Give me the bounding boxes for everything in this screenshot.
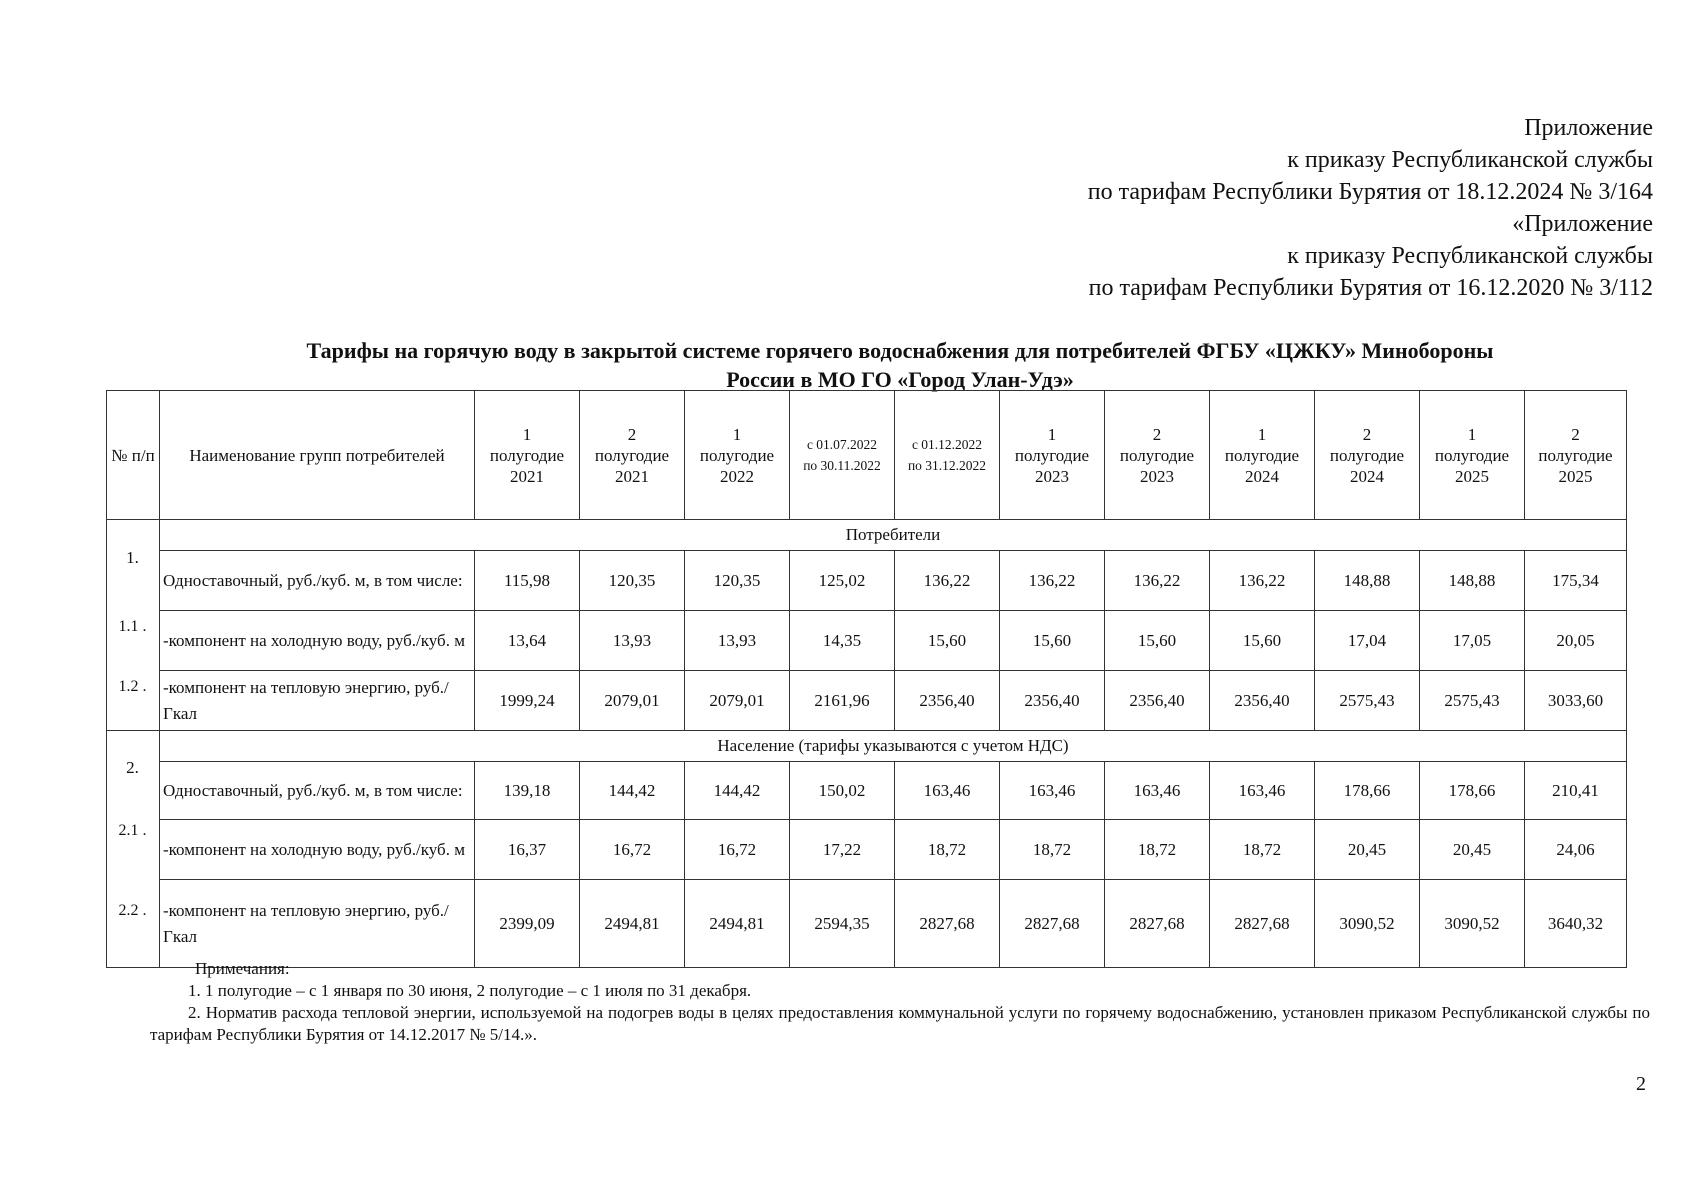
row-value: 144,42 — [685, 762, 790, 820]
row-value: 14,35 — [790, 611, 895, 671]
table-row — [107, 762, 1627, 820]
table-row — [107, 820, 1627, 880]
title-line-1: Тарифы на горячую воду в закрытой системе горячего водоснабжения для потребителей ФГБУ «ЦЖКУ» Минобороны — [306, 338, 1494, 363]
header-line-5: к приказу Республиканской службы — [1287, 243, 1653, 269]
table-row — [107, 551, 1627, 611]
section-row — [107, 520, 1627, 551]
header-period: 1 полугодие 2022 — [685, 391, 790, 520]
page-number: 2 — [1636, 1073, 1646, 1095]
row-value: 2356,40 — [895, 671, 1000, 731]
row-name: -компонент на тепловую энергию, руб./Гкал — [160, 671, 475, 731]
row-value: 20,45 — [1420, 820, 1525, 880]
header-number: № п/п — [107, 391, 160, 520]
note-item: 2. Норматив расхода тепловой энергии, используемой на подогрев воды в целях предоставления коммунальной услуги по горячему водоснабжению, установлен приказом Республиканской службы по тарифам Республики Бурятия от 14.12.2017 № 5/14.». — [150, 1003, 1650, 1044]
table-row — [107, 880, 1627, 968]
header-period: 1 полугодие 2023 — [1000, 391, 1105, 520]
row-name: -компонент на холодную воду, руб./куб. м — [160, 611, 475, 671]
row-value: 163,46 — [1105, 762, 1210, 820]
row-value: 163,46 — [1000, 762, 1105, 820]
row-value: 2827,68 — [1000, 880, 1105, 968]
row-number: 1.1 . — [118, 618, 147, 635]
document-title — [100, 336, 1698, 394]
row-value: 20,45 — [1315, 820, 1420, 880]
header-period: 2 полугодие 2025 — [1525, 391, 1627, 520]
row-value: 2079,01 — [685, 671, 790, 731]
header-group-name: Наименование групп потребителей — [160, 391, 475, 520]
row-value: 13,93 — [685, 611, 790, 671]
row-value: 115,98 — [475, 551, 580, 611]
tariff-table — [106, 390, 1627, 968]
row-value: 136,22 — [1105, 551, 1210, 611]
table-row — [107, 611, 1627, 671]
row-value: 120,35 — [685, 551, 790, 611]
header-line-1: Приложение — [1524, 115, 1653, 141]
row-value: 18,72 — [1105, 820, 1210, 880]
table-header-row — [107, 391, 1627, 520]
row-value: 2161,96 — [790, 671, 895, 731]
row-value: 24,06 — [1525, 820, 1627, 880]
section-label: Население (тарифы указываются с учетом НДС) — [160, 731, 1627, 762]
appendix-header — [1088, 112, 1653, 304]
row-value: 148,88 — [1420, 551, 1525, 611]
row-value: 2356,40 — [1210, 671, 1315, 731]
row-value: 2827,68 — [1105, 880, 1210, 968]
row-value: 210,41 — [1525, 762, 1627, 820]
row-value: 3090,52 — [1420, 880, 1525, 968]
row-value: 136,22 — [1210, 551, 1315, 611]
header-period: 1 полугодие 2024 — [1210, 391, 1315, 520]
table-row — [107, 671, 1627, 731]
row-value: 17,22 — [790, 820, 895, 880]
row-value: 2494,81 — [685, 880, 790, 968]
row-value: 2827,68 — [895, 880, 1000, 968]
row-value: 16,37 — [475, 820, 580, 880]
row-number: 1. — [126, 548, 139, 567]
header-period: 2 полугодие 2023 — [1105, 391, 1210, 520]
section-row — [107, 731, 1627, 762]
row-value: 18,72 — [1000, 820, 1105, 880]
row-name: Одноставочный, руб./куб. м, в том числе: — [160, 551, 475, 611]
row-value: 13,64 — [475, 611, 580, 671]
row-value: 136,22 — [1000, 551, 1105, 611]
row-value: 2494,81 — [580, 880, 685, 968]
row-value: 17,04 — [1315, 611, 1420, 671]
row-name: Одноставочный, руб./куб. м, в том числе: — [160, 762, 475, 820]
row-value: 18,72 — [895, 820, 1000, 880]
row-name: -компонент на холодную воду, руб./куб. м — [160, 820, 475, 880]
row-value: 136,22 — [895, 551, 1000, 611]
header-line-6: по тарифам Республики Бурятия от 16.12.2020 № 3/112 — [1088, 275, 1653, 301]
row-value: 2356,40 — [1105, 671, 1210, 731]
row-value: 16,72 — [685, 820, 790, 880]
row-value: 144,42 — [580, 762, 685, 820]
row-value: 139,18 — [475, 762, 580, 820]
header-line-3: по тарифам Республики Бурятия от 18.12.2024 № 3/164 — [1087, 179, 1653, 205]
row-value: 2079,01 — [580, 671, 685, 731]
row-value: 18,72 — [1210, 820, 1315, 880]
row-value: 3090,52 — [1315, 880, 1420, 968]
row-value: 148,88 — [1315, 551, 1420, 611]
row-value: 163,46 — [895, 762, 1000, 820]
row-value: 3640,32 — [1525, 880, 1627, 968]
header-period: с 01.12.2022 по 31.12.2022 — [895, 391, 1000, 520]
row-value: 16,72 — [580, 820, 685, 880]
row-number: 2.2 . — [118, 902, 147, 919]
row-name: -компонент на тепловую энергию, руб./Гкал — [160, 880, 475, 968]
row-value: 15,60 — [1000, 611, 1105, 671]
row-value: 3033,60 — [1525, 671, 1627, 731]
row-value: 2575,43 — [1315, 671, 1420, 731]
section-label: Потребители — [160, 520, 1627, 551]
header-period: 2 полугодие 2021 — [580, 391, 685, 520]
row-value: 2575,43 — [1420, 671, 1525, 731]
row-value: 15,60 — [895, 611, 1000, 671]
row-value: 125,02 — [790, 551, 895, 611]
header-period: 2 полугодие 2024 — [1315, 391, 1420, 520]
row-value: 15,60 — [1105, 611, 1210, 671]
row-value: 150,02 — [790, 762, 895, 820]
title-line-2: России в МО ГО «Город Улан-Удэ» — [726, 367, 1074, 392]
row-value: 2356,40 — [1000, 671, 1105, 731]
row-value: 163,46 — [1210, 762, 1315, 820]
header-period: с 01.07.2022 по 30.11.2022 — [790, 391, 895, 520]
row-value: 13,93 — [580, 611, 685, 671]
header-period: 1 полугодие 2025 — [1420, 391, 1525, 520]
row-number: 2.1 . — [118, 822, 147, 839]
notes-heading: Примечания: — [195, 959, 290, 978]
row-value: 2827,68 — [1210, 880, 1315, 968]
header-line-2: к приказу Республиканской службы — [1287, 147, 1653, 173]
row-value: 175,34 — [1525, 551, 1627, 611]
row-value: 120,35 — [580, 551, 685, 611]
row-value: 2399,09 — [475, 880, 580, 968]
row-value: 1999,24 — [475, 671, 580, 731]
header-period: 1 полугодие 2021 — [475, 391, 580, 520]
header-line-4: «Приложение — [1512, 211, 1653, 237]
row-value: 2594,35 — [790, 880, 895, 968]
row-value: 15,60 — [1210, 611, 1315, 671]
note-item: 1. 1 полугодие – с 1 января по 30 июня, 2 полугодие – с 1 июля по 31 декабря. — [188, 981, 752, 1000]
row-value: 20,05 — [1525, 611, 1627, 671]
row-value: 17,05 — [1420, 611, 1525, 671]
row-number: 2. — [126, 758, 139, 777]
row-number: 1.2 . — [118, 678, 147, 695]
row-value: 178,66 — [1420, 762, 1525, 820]
row-value: 178,66 — [1315, 762, 1420, 820]
notes — [150, 958, 1650, 1046]
